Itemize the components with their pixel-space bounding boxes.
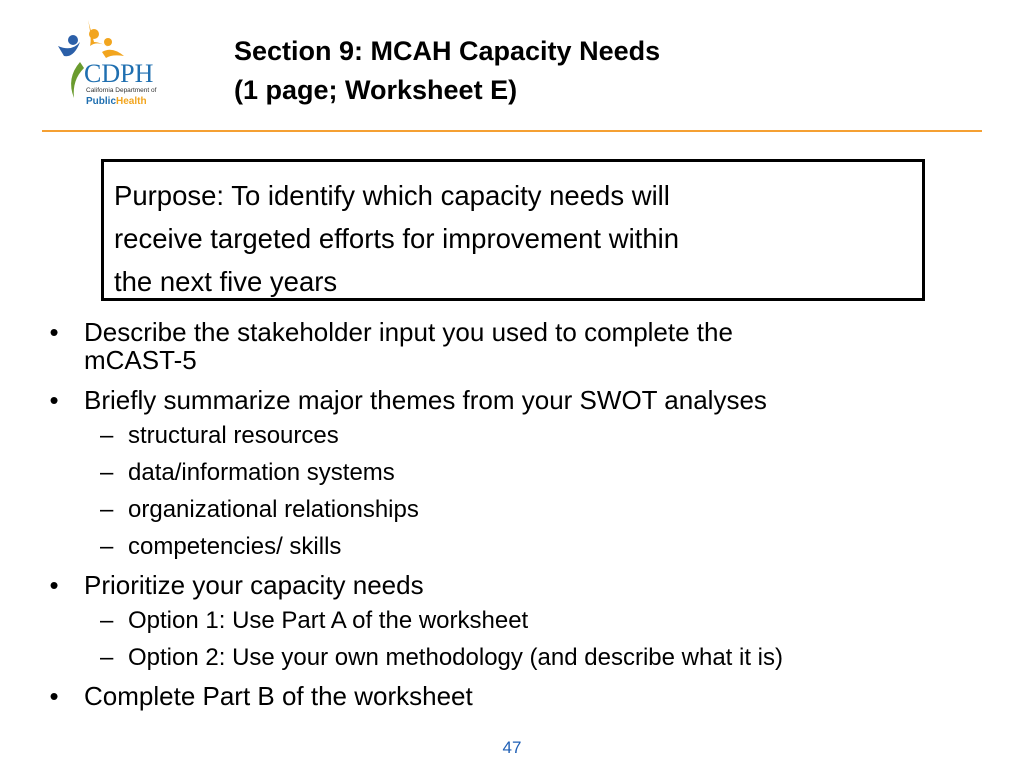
header-divider [42, 130, 982, 132]
sub-bullet-item: – competencies/ skills [100, 533, 342, 560]
bullet-marker: • [49, 570, 59, 600]
logo-public-health: PublicHealth [86, 96, 147, 107]
bullet-marker: • [49, 385, 59, 415]
page-number: 47 [502, 738, 522, 757]
logo-swoosh-green [71, 62, 84, 98]
dash-marker: – [100, 459, 114, 486]
sub-bullet-item: – Option 1: Use Part A of the worksheet [100, 607, 529, 634]
purpose-box [101, 159, 925, 301]
page-title [234, 32, 660, 110]
bullet-list [44, 318, 1004, 717]
dash-marker: – [100, 607, 114, 634]
logo-subtext: California Department of [86, 87, 157, 94]
purpose-line1: Purpose: To identify which capacity needs will [114, 180, 670, 211]
sub-bullet-item: – organizational relationships [100, 496, 419, 523]
sub-bullet-item: – Option 2: Use your own methodology (and describe what it is) [100, 644, 783, 671]
logo-figure-blue [58, 42, 80, 56]
page-title-line2: (1 page; Worksheet E) [234, 75, 518, 105]
dash-marker: – [100, 422, 114, 449]
bullet-marker: • [49, 317, 59, 347]
bullet-item: • Briefly summarize major themes from your SWOT analyses [44, 384, 1004, 417]
sub-bullet-item: – data/information systems [100, 459, 395, 486]
bullet-item: • Describe the stakeholder input you used to complete the mCAST-5 [44, 318, 1004, 374]
dash-marker: – [100, 644, 114, 671]
dash-marker: – [100, 496, 114, 523]
cdph-logo [50, 12, 170, 112]
bullet-item: • Complete Part B of the worksheet [44, 680, 1004, 713]
bullet-item: • Prioritize your capacity needs [44, 569, 1004, 602]
page-title-line1: Section 9: MCAH Capacity Needs [234, 36, 661, 66]
purpose-line2: receive targeted efforts for improvement within [114, 223, 680, 254]
dash-marker: – [100, 533, 114, 560]
sub-bullet-item: – structural resources [100, 422, 339, 449]
bullet-marker: • [49, 681, 59, 711]
logo-text: CDPH [84, 59, 154, 88]
logo-figure-blue-head [68, 35, 78, 45]
purpose-line3: the next five years [114, 266, 338, 297]
